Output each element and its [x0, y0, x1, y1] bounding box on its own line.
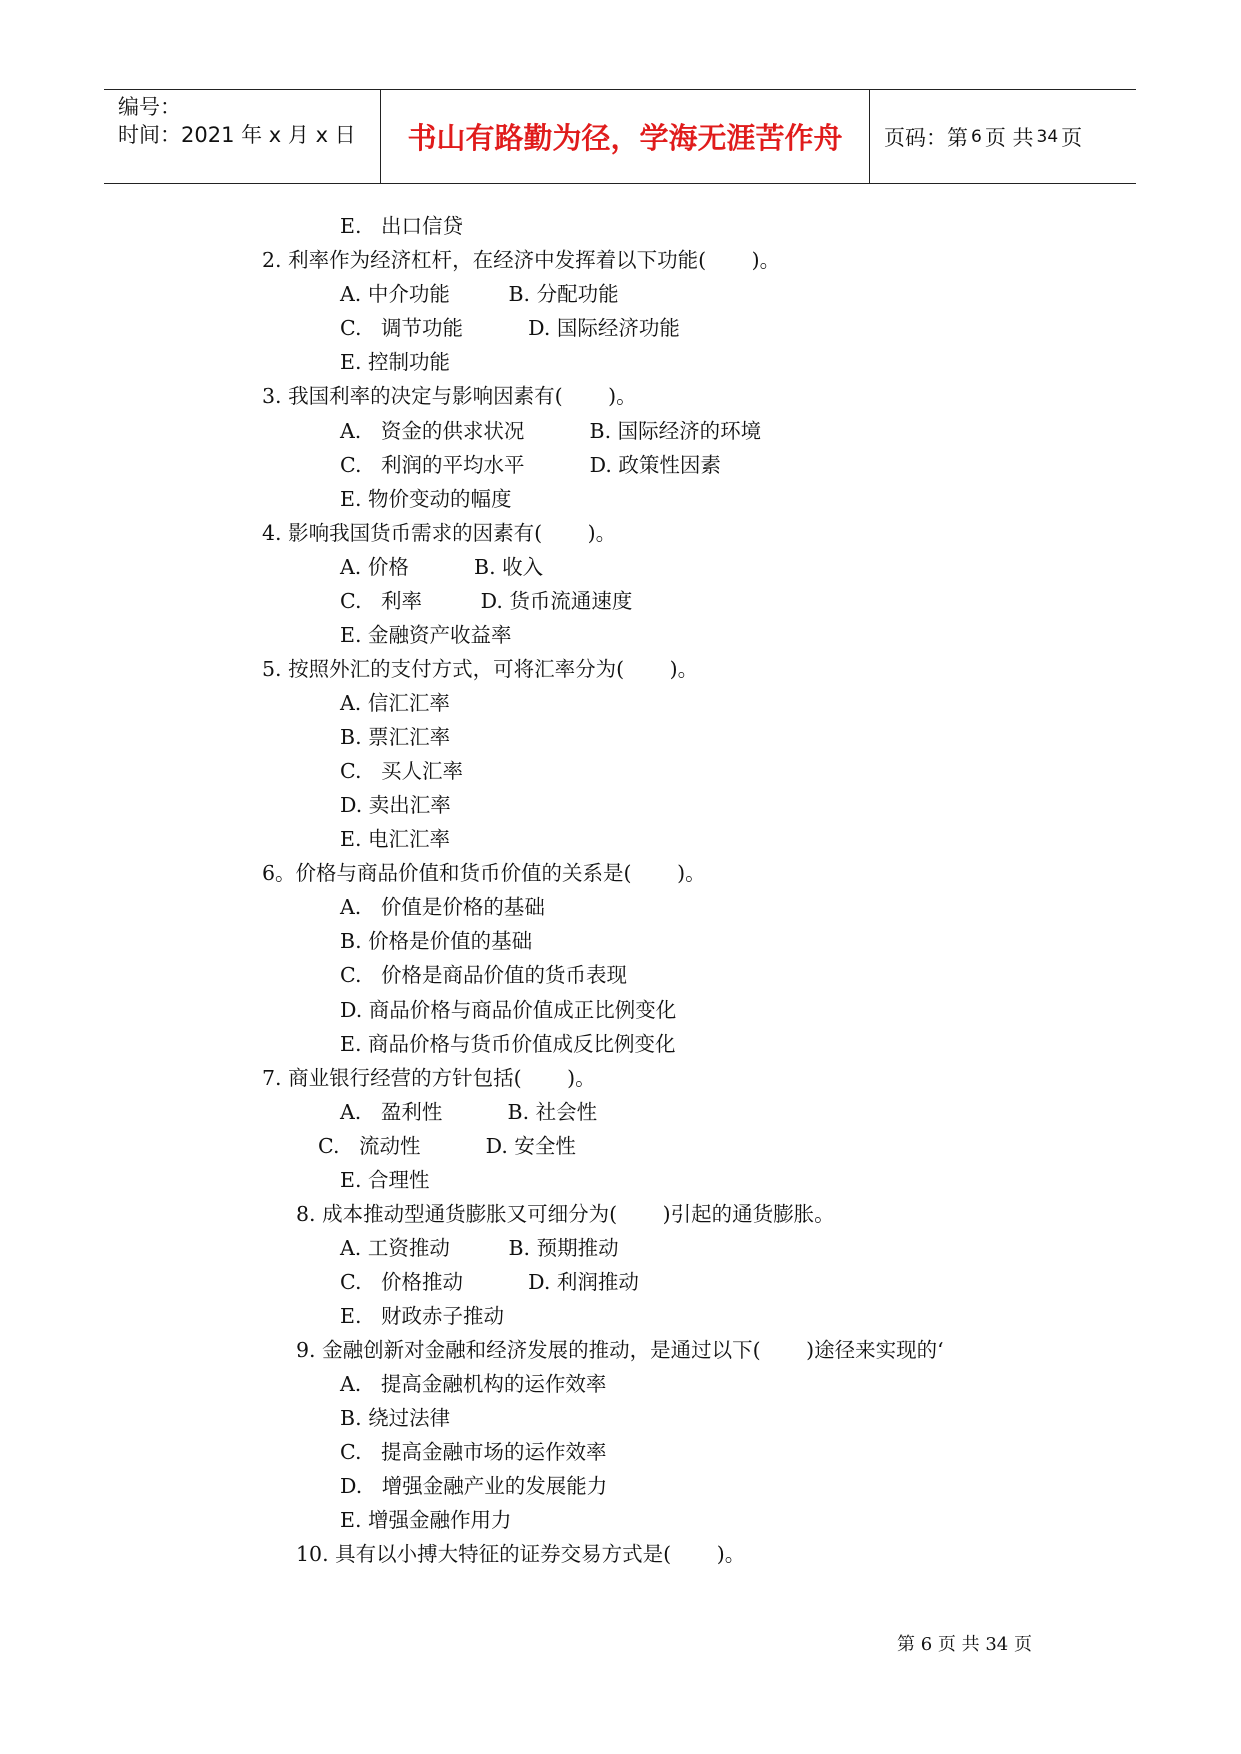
question-line: E. 物价变动的幅度	[340, 487, 512, 511]
question-line: E. 增强金融作用力	[340, 1508, 512, 1532]
question-line: 6。价格与商品价值和货币价值的关系是( )。	[262, 861, 706, 885]
question-line: E. 金融资产收益率	[340, 623, 512, 647]
document-number-label: 编号：	[118, 95, 181, 119]
question-line: 7. 商业银行经营的方针包括( )。	[262, 1066, 596, 1090]
question-line: D. 增强金融产业的发展能力	[340, 1474, 608, 1498]
question-line: E. 出口信贷	[340, 214, 464, 238]
question-line: E. 合理性	[340, 1168, 430, 1192]
question-line: E. 商品价格与货币价值成反比例变化	[340, 1032, 676, 1056]
question-line: A. 提高金融机构的运作效率	[340, 1372, 607, 1396]
question-line: A. 价值是价格的基础	[340, 895, 545, 919]
question-line: 8. 成本推动型通货膨胀又可细分为( )引起的通货膨胀。	[296, 1202, 835, 1226]
question-line: 5. 按照外汇的支付方式，可将汇率分为( )。	[262, 657, 699, 681]
page-total: 34	[1036, 126, 1059, 147]
page-current: 6	[971, 126, 982, 147]
question-line: E. 控制功能	[340, 350, 450, 374]
question-line: 10. 具有以小搏大特征的证券交易方式是( )。	[296, 1542, 746, 1566]
document-header	[104, 89, 1136, 184]
header-page-info	[870, 90, 1136, 183]
question-line: C. 调节功能 D. 国际经济功能	[340, 316, 680, 340]
document-time: 时间：2021 年 x 月 x 日	[118, 123, 356, 147]
question-line: E. 财政赤子推动	[340, 1304, 505, 1328]
question-line: 4. 影响我国货币需求的因素有( )。	[262, 521, 617, 545]
question-line: A. 工资推动 B. 预期推动	[340, 1236, 619, 1260]
page-prefix: 页码：第	[884, 125, 968, 150]
question-line: B. 价格是价值的基础	[340, 929, 533, 953]
question-line: 9. 金融创新对金融和经济发展的推动，是通过以下( )途径来实现的‘	[296, 1338, 944, 1362]
question-line: A. 盈利性 B. 社会性	[340, 1100, 598, 1124]
question-line: B. 票汇汇率	[340, 725, 451, 749]
question-line: 3. 我国利率的决定与影响因素有( )。	[262, 384, 637, 408]
question-line: A. 信汇汇率	[340, 691, 450, 715]
question-line: D. 卖出汇率	[340, 793, 451, 817]
question-line: D. 商品价格与商品价值成正比例变化	[340, 998, 677, 1022]
question-line: A. 资金的供求状况 B. 国际经济的环境	[340, 419, 762, 443]
question-line: A. 价格 B. 收入	[340, 555, 544, 579]
page-mid: 页 共	[984, 125, 1034, 150]
question-line: C. 流动性 D. 安全性	[318, 1134, 576, 1158]
question-line: B. 绕过法律	[340, 1406, 451, 1430]
header-left-cell	[104, 90, 381, 183]
question-line: C. 价格推动 D. 利润推动	[340, 1270, 639, 1294]
question-line: 2. 利率作为经济杠杆，在经济中发挥着以下功能( )。	[262, 248, 781, 272]
page-suffix: 页	[1061, 125, 1083, 150]
question-line: C. 提高金融市场的运作效率	[340, 1440, 607, 1464]
question-line: A. 中介功能 B. 分配功能	[340, 282, 619, 306]
question-line: E. 电汇汇率	[340, 827, 450, 851]
question-line: C. 利润的平均水平 D. 政策性因素	[340, 453, 721, 477]
question-line: C. 利率 D. 货币流通速度	[340, 589, 633, 613]
question-line: C. 价格是商品价值的货币表现	[340, 963, 628, 987]
question-line: C. 买人汇率	[340, 759, 464, 783]
header-motto: 书山有路勤为径，学海无涯苦作舟	[381, 90, 870, 183]
page-footer: 第 6 页 共 34 页	[897, 1634, 1032, 1655]
